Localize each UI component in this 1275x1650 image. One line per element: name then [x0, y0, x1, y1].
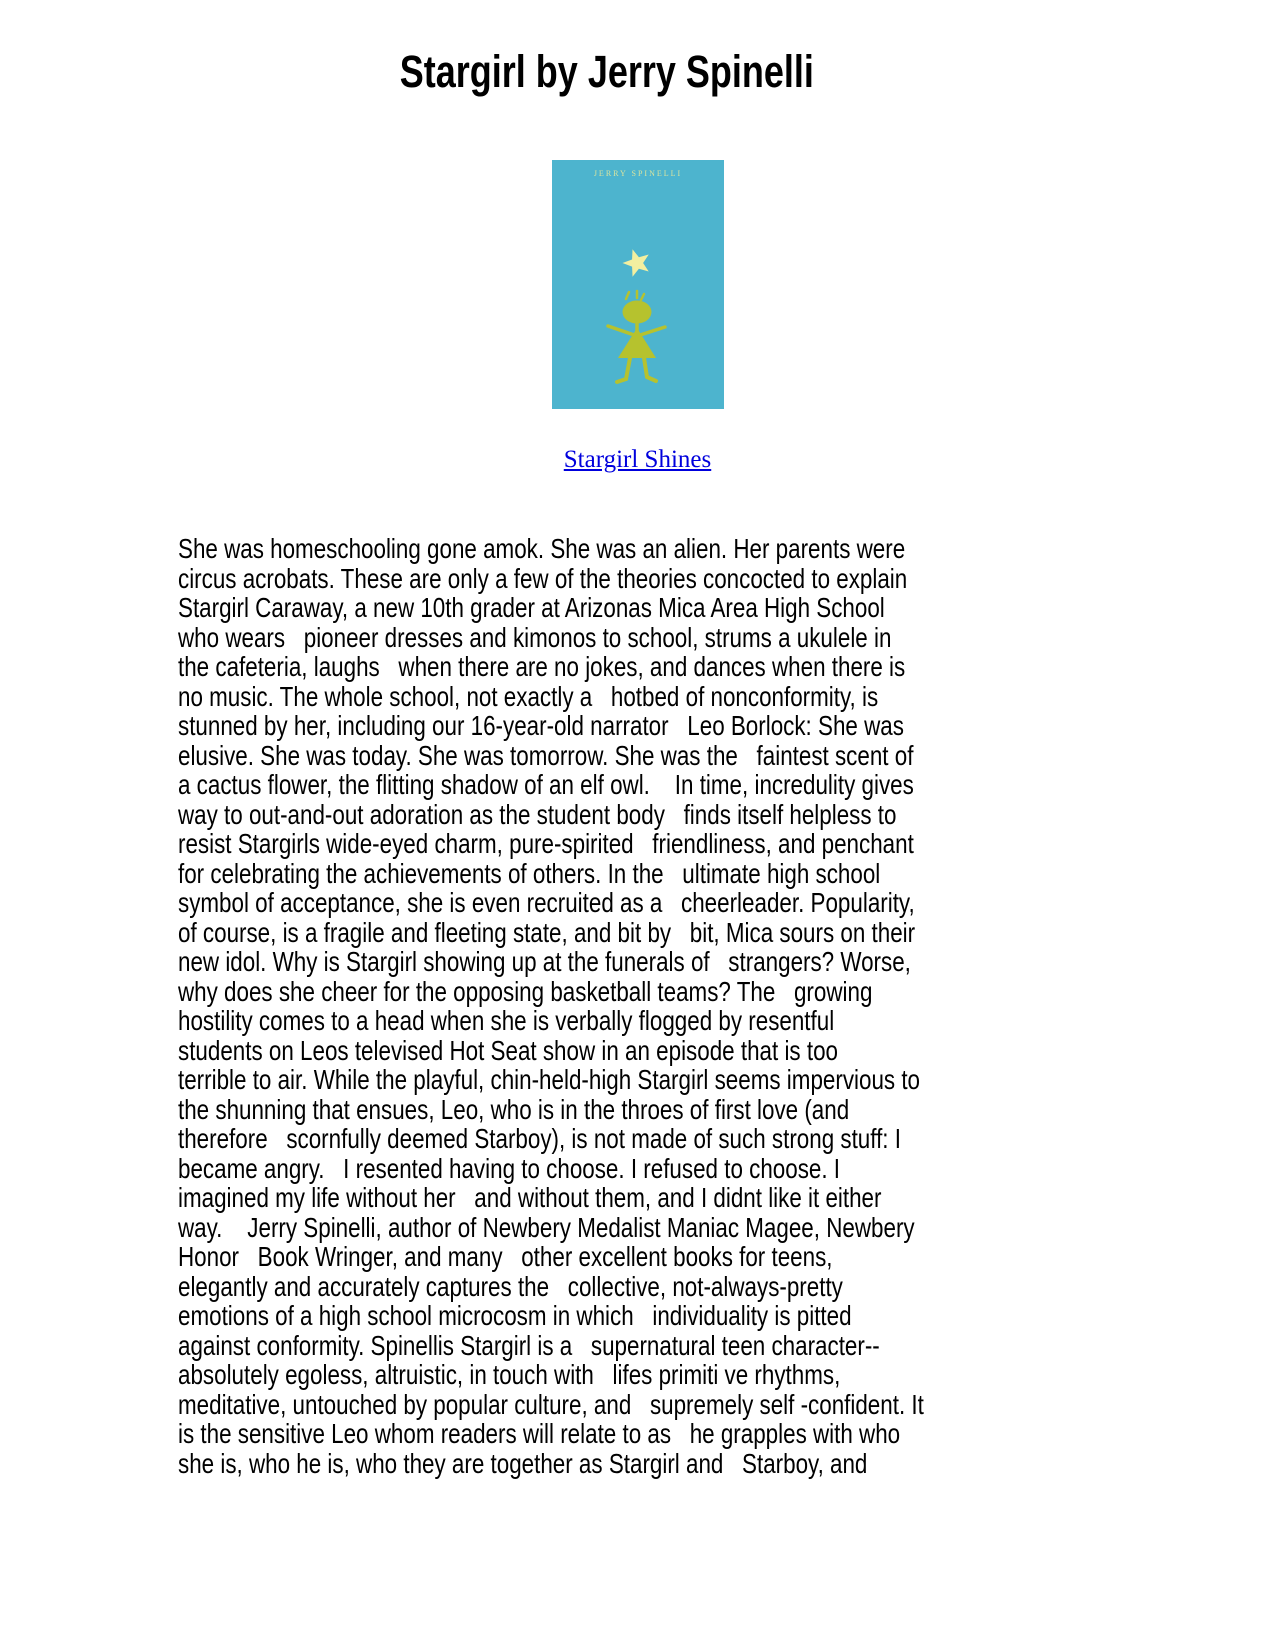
text-line: the cafeteria, laughs when there are no jokes, and dances when there is [178, 651, 906, 682]
text-line: is the sensitive Leo whom readers will relate to as he grapples with who [178, 1418, 901, 1449]
text-line: the shunning that ensues, Leo, who is in the throes of first love (and [178, 1093, 850, 1125]
text-line: imagined my life without her and without them, and I didnt like it either [178, 1182, 882, 1213]
text-line: of course, is a fragile and fleeting state, and bit by bit, Mica sours on their [178, 916, 916, 948]
text-line: she is, who he is, who they are together as Stargirl and Starboy, and [178, 1447, 868, 1479]
text-line: who wears pioneer dresses and kimonos to school, strums a ukulele in [178, 621, 892, 653]
text-line: way. Jerry Spinelli, author of Newbery Medalist Maniac Magee, Newbery [178, 1211, 915, 1243]
text-line: terrible to air. While the playful, chin-held-high Stargirl seems impervious to [178, 1064, 921, 1095]
page-title [178, 46, 1036, 98]
text-line: circus acrobats. These are only a few of the theories concocted to explain [178, 562, 908, 594]
text-line: became angry. I resented having to choose. I refused to choose. I [178, 1152, 841, 1184]
stargirl-figure [608, 291, 665, 382]
text-line: hostility comes to a head when she is verbally flogged by resentful [178, 1005, 835, 1036]
body-text [178, 534, 1038, 1478]
star-icon [619, 245, 653, 278]
cover-author-text: JERRY SPINELLI [593, 169, 683, 178]
link-row [0, 446, 1275, 474]
text-line: for celebrating the achievements of others. In the ultimate high school [178, 857, 881, 889]
text-line: therefore scornfully deemed Starboy), is not made of such strong stuff: I [178, 1123, 901, 1154]
text-line: resist Stargirls wide-eyed charm, pure-spirited friendliness, and penchant [178, 828, 914, 859]
stargirl-shines-link[interactable]: Stargirl Shines [563, 446, 712, 473]
text-line: against conformity. Spinellis Stargirl is a supernatural teen character-- [178, 1329, 880, 1361]
text-line: new idol. Why is Stargirl showing up at the funerals of strangers? Worse, [178, 946, 911, 977]
page-title-text: Stargirl by Jerry Spinelli [399, 46, 815, 97]
text-line: elegantly and accurately captures the collective, not-always-pretty [178, 1270, 843, 1302]
text-line: meditative, untouched by popular culture, and supremely self -confident. It [178, 1388, 924, 1420]
text-line: way to out-and-out adoration as the student body finds itself helpless to [178, 798, 897, 830]
text-line: a cactus flower, the flitting shadow of an elf owl. In time, incredulity gives [178, 769, 914, 800]
book-cover-image [552, 160, 724, 409]
text-line: stunned by her, including our 16-year-old narrator Leo Borlock: She was [178, 710, 904, 741]
text-line: why does she cheer for the opposing basketball teams? The growing [178, 975, 873, 1007]
text-line: absolutely egoless, altruistic, in touch with lifes primiti ve rhythms, [178, 1359, 841, 1390]
book-cover-art [552, 160, 724, 409]
text-line: Stargirl Caraway, a new 10th grader at Arizonas Mica Area High School [178, 592, 885, 623]
text-line: students on Leos televised Hot Seat show in an episode that is too [178, 1034, 838, 1066]
text-line: She was homeschooling gone amok. She was an alien. Her parents were [178, 533, 906, 564]
text-line: emotions of a high school microcosm in which individuality is pitted [178, 1300, 852, 1331]
text-line: elusive. She was today. She was tomorrow. She was the faintest scent of [178, 739, 914, 771]
text-line: symbol of acceptance, she is even recruited as a cheerleader. Popularity, [178, 887, 915, 918]
text-line: no music. The whole school, not exactly a hotbed of nonconformity, is [178, 680, 879, 712]
text-line: Honor Book Wringer, and many other excellent books for teens, [178, 1241, 833, 1272]
